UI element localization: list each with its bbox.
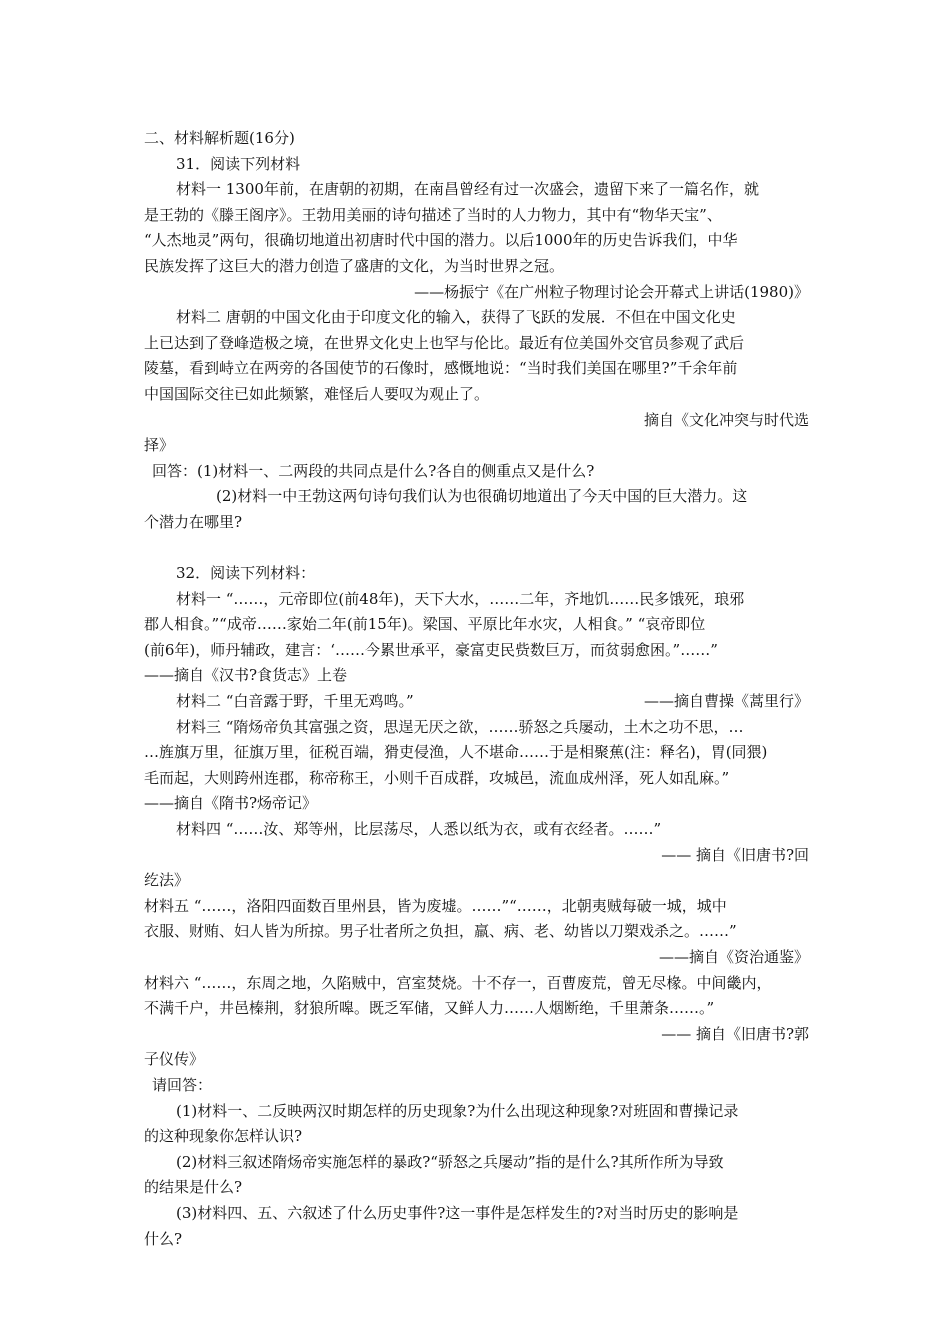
q32-question-1: (1)材料一、二反映两汉时期怎样的历史现象?为什么出现这种现象?对班固和曹操记录 <box>176 1101 739 1120</box>
q31-material-2-source: 摘自《文化冲突与时代选 <box>643 410 809 429</box>
q31-material-2-line: 陵墓，看到峙立在两旁的各国使节的石像时，感慨地说：“当时我们美国在哪里?”千余年前 <box>144 359 738 378</box>
q32-material-6-line: 材料六 “……，东周之地，久陷贼中，宫室焚烧。十不存一，百曹废荒，曾无尽椽。中间畿内， <box>144 973 772 992</box>
q31-answer-2: (2)材料一中王勃这两句诗句我们认为也很确切地道出了今天中国的巨大潜力。这 <box>216 487 748 506</box>
section-title: 二、材料解析题(16分) <box>144 129 295 147</box>
q31-material-1-line: 材料一 1300年前，在唐朝的初期，在南昌曾经有过一次盛会，遗留下来了一篇名作，就 <box>176 180 759 199</box>
q32-material-6-source: —— 摘自《旧唐书?郭 <box>661 1024 809 1043</box>
q32-material-3-line: 毛而起，大则跨州连郡，称帝称王，小则千百成群，攻城邑，流血成州泽，死人如乱麻。” <box>144 768 730 787</box>
q32-material-3-line: 材料三 “隋炀帝负其富强之资，思逞无厌之欲，……骄怒之兵屡动，土木之功不思，… <box>176 717 744 736</box>
q31-material-2-line: 上已达到了登峰造极之境，在世界文化史上也罕与伦比。最近有位美国外交官员参观了武后 <box>144 333 745 352</box>
q32-material-4-source-cont: 纥法》 <box>144 871 190 890</box>
q32-material-1-line: 材料一 “……，元帝即位(前48年)，天下大水，……二年，齐地饥……民多饿死，琅邪 <box>176 589 745 608</box>
q31-material-1-line: 民族发挥了这巨大的潜力创造了盛唐的文化，为当时世界之冠。 <box>144 256 565 275</box>
q32-please-answer: 请回答： <box>152 1075 213 1094</box>
q32-material-6-line: 不满千户，井邑榛荆，豺狼所嗥。既乏军储，又鲜人力……人烟断绝，千里萧条……。” <box>144 999 715 1018</box>
q32-question-3: (3)材料四、五、六叙述了什么历史事件?这一事件是怎样发生的?对当时历史的影响是 <box>176 1203 739 1222</box>
q32-material-1-source: ——摘自《汉书?食货志》上卷 <box>144 666 348 685</box>
q31-intro: 31．阅读下列材料 <box>176 154 301 173</box>
q32-material-2 <box>144 689 809 715</box>
q31-material-2-source-cont: 择》 <box>144 436 175 455</box>
q32-question-1-cont: 的这种现象你怎样认识? <box>144 1127 303 1146</box>
q31-answer-1: 回答：(1)材料一、二两段的共同点是什么?各自的侧重点又是什么? <box>152 461 595 480</box>
document-page <box>144 126 809 1252</box>
q32-material-1-line: (前6年)，师丹辅政，建言：‘……今累世承平，豪富吏民赀数巨万，而贫弱愈困。”……” <box>144 640 718 659</box>
q31-material-1-source: ——杨振宁《在广州粒子物理讨论会开幕式上讲话(1980)》 <box>414 282 809 301</box>
q32-question-2: (2)材料三叙述隋炀帝实施怎样的暴政?“骄怒之兵屡动”指的是什么?其所作所为导致 <box>176 1152 724 1171</box>
q32-material-4-source: —— 摘自《旧唐书?回 <box>661 845 809 864</box>
q31-material-1-line: “人杰地灵”两句，很确切地道出初唐时代中国的潜力。以后1000年的历史告诉我们，中华 <box>144 231 738 250</box>
q31-material-1-line: 是王勃的《滕王阁序》。王勃用美丽的诗句描述了当时的人力物力，其中有“物华天宝”、 <box>144 205 722 224</box>
q31-material-2-line: 材料二 唐朝的中国文化由于印度文化的输入，获得了飞跃的发展．不但在中国文化史 <box>176 308 736 327</box>
q32-material-2-text: 材料二 “白音露于野，千里无鸡鸣。” <box>176 692 414 711</box>
q31-material-2-line: 中国国际交往已如此频繁，难怪后人要叹为观止了。 <box>144 384 490 403</box>
q32-material-4: 材料四 “……汝、郑等州，比层荡尽，人悉以纸为衣，或有衣经者。……” <box>176 820 662 839</box>
q32-question-3-cont: 什么? <box>144 1229 183 1248</box>
q32-material-3-source: ——摘自《隋书?炀帝记》 <box>144 794 318 813</box>
q32-question-2-cont: 的结果是什么? <box>144 1178 243 1197</box>
q32-material-5-line: 材料五 “……，洛阳四面数百里州县，皆为废墟。……”“……，北朝夷贼每破一城，城中 <box>144 896 727 915</box>
q32-material-5-line: 衣服、财贿、妇人皆为所掠。男子壮者所之负担，羸、病、老、幼皆以刀槊戏杀之。……” <box>144 922 737 941</box>
spacer <box>144 536 809 562</box>
q32-material-2-source: ——摘自曹操《蒿里行》 <box>643 692 809 711</box>
q32-intro: 32．阅读下列材料： <box>176 564 316 583</box>
q32-material-6-source-cont: 子仪传》 <box>144 1050 205 1069</box>
q32-material-3-line: …旌旗万里，征旗万里，征税百端，猾吏侵渔，人不堪命……于是相聚蕉(注：释名)，胃(同猥) <box>144 743 768 762</box>
q32-material-1-line: 郡人相食。”“成帝……家始二年(前15年)。梁国、平原比年水灾，人相食。” “哀帝即位 <box>144 615 706 634</box>
q32-material-5-source: ——摘自《资治通鉴》 <box>658 948 809 966</box>
q31-answer-2-cont: 个潜力在哪里? <box>144 512 243 531</box>
